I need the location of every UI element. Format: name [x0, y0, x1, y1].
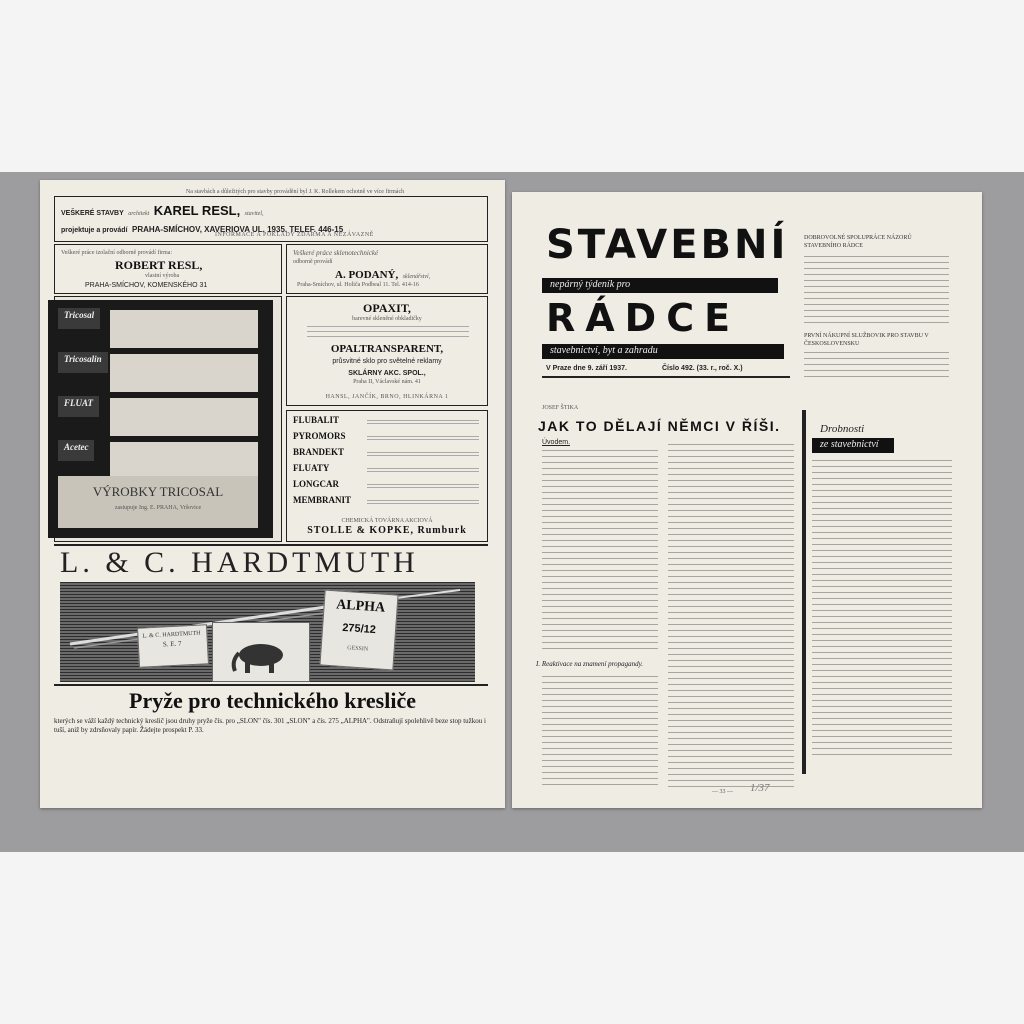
opaxit-footer: HANSL, JANČÍK, BRNO, HLINKÁRNA 1: [325, 394, 449, 400]
drobnosti-title: Drobnosti: [820, 423, 865, 435]
issue-date: V Praze dne 9. září 1937.: [546, 365, 627, 372]
page-number: — 33 —: [712, 789, 733, 795]
handwritten-note: 1/37: [750, 782, 770, 794]
header-note: Na stavbách a důležitých pro stavby provádění byl J. K. Rollekem ochotně ve více firmách: [185, 189, 405, 195]
opaxit-title: OPAXIT,: [363, 301, 411, 315]
slogan-headline: Pryže pro technického kresliče: [129, 688, 416, 713]
robert-address: PRAHA-SMÍCHOV, KOMENSKÉHO 31: [85, 282, 208, 289]
resl-address: PRAHA-SMÍCHOV, XAVERIOVA UL. 1935. TELEF. 446-15: [131, 225, 344, 234]
tricosalin-text-panel: [110, 354, 258, 392]
eraser-alpha-foot: GESSIN: [346, 645, 369, 653]
article-headline: JAK TO DĚLAJÍ NĚMCI V ŘÍŠI.: [538, 418, 781, 434]
opaltransparent-title: OPALTRANSPARENT,: [330, 343, 444, 355]
stolle-item: BRANDEKT: [293, 447, 345, 457]
stolle-item-description: [367, 498, 479, 504]
issue-number: Číslo 492. (33. r., roč. X.): [662, 365, 743, 372]
stolle-item: FLUATY: [293, 463, 330, 473]
masthead-title-1: STAVEBNÍ: [546, 222, 789, 268]
slogan-subtext: kterých se váží každý technický kreslič jsou druhy pryže čís. pro „SLON" čís. 301 „SLON" a čís. 275 „ALPHA". Odstraňují spolehlivě beze stop tužkou i tuší, aniž by zdrsňovaly papír. Žádejte prospekt P. 33.: [54, 717, 486, 734]
sklarny-address: Praha II, Václavské nám. 41: [353, 379, 421, 385]
stolle-item-description: [367, 466, 479, 472]
eraser-slon: [137, 624, 209, 668]
opaxit-ad: [286, 296, 488, 406]
divider: [54, 684, 488, 686]
resl-suffix: stavitel,: [244, 211, 264, 217]
eraser-slon-label: L. & C. HARDTMUTH: [142, 630, 201, 640]
tricosal-label: Tricosal: [58, 308, 100, 329]
stolle-item-description: [367, 418, 479, 424]
hardtmuth-brand: L. & C. HARDTMUTH: [60, 546, 419, 579]
opaltransparent-subtitle: průsvitné sklo pro světelné reklamy: [332, 358, 442, 365]
tricosal-text-panel: [110, 310, 258, 348]
eraser-alpha-sub: 275/12: [341, 621, 377, 637]
side-mid-header: PRVNÍ NÁKUPNÍ SLUŽBOVIK PRO STAVBU V ČESKOSLOVENSKU: [804, 333, 929, 347]
eraser-alpha: [319, 590, 398, 671]
tricosalin-label: Tricosalin: [58, 352, 108, 373]
stolle-item: LONGCAR: [293, 479, 340, 489]
podany-line2: odborně provádí: [293, 259, 333, 265]
robert-name: ROBERT RESL,: [115, 258, 203, 272]
drobnosti-band: ze stavebnictví: [812, 438, 894, 453]
opaxit-body-text: [307, 324, 469, 340]
masthead-title-2: RÁDCE: [546, 296, 741, 340]
opaxit-subtitle: barevné skleněné obkladičky: [352, 316, 422, 322]
karel-resl-ad: [54, 196, 488, 242]
sklarny-company: SKLÁRNY AKC. SPOL.,: [348, 370, 426, 377]
fluat-text-panel: [110, 398, 258, 436]
stolle-item: FLUBALIT: [293, 415, 340, 425]
masthead-rule: [542, 376, 790, 378]
article-author: JOSEF ŠTIKA: [542, 405, 579, 411]
article-column-1b: [542, 674, 658, 790]
eraser-slon-sub: S. E. 7: [162, 639, 182, 649]
robert-line1: Veškeré práce izolační odborně provádí firma:: [61, 250, 173, 256]
stolle-kopke-ad: [286, 410, 488, 542]
stolle-item: MEMBRANIT: [293, 495, 351, 505]
eraser-alpha-label: ALPHA: [335, 597, 386, 616]
podany-name: A. PODANÝ,: [335, 269, 399, 281]
side-header: DOBROVOLNÉ SPOLUPRÁCE NÁZORŮ STAVEBNÍHO RÁDCE: [804, 235, 912, 249]
masthead-band-1: nepárný týdeník pro: [542, 278, 778, 293]
drobnosti-text: [812, 458, 952, 758]
elephant-icon: [213, 623, 309, 681]
tricosal-bottom-title: VÝROBKY TRICOSAL: [92, 484, 224, 499]
resl-prefix: VEŠKERÉ STAVBY: [61, 210, 124, 217]
column-rule-thick: [802, 410, 806, 774]
resl-small: architekt: [128, 211, 150, 217]
eraser-elephant: [212, 622, 310, 682]
acetec-label: Acetec: [58, 440, 94, 461]
article-column-2: [668, 442, 794, 792]
masthead-band-2: stavebnictví, byt a zahradu: [542, 344, 784, 359]
resl-line3: INFORMACE A POKLADY ZDARMA A NEZÁVAZNĚ: [215, 232, 374, 238]
podany-line2b: sklenářství,: [402, 274, 431, 280]
robert-resl-ad: [54, 244, 282, 294]
podany-line1: Veškeré práce sklenotechnické: [293, 249, 379, 257]
tricosal-bottom-sub: zastupuje Ing. E. PRAHA, Vršovice: [114, 505, 202, 511]
side-column-text: [804, 254, 949, 326]
podany-address: Praha-Smíchov, ul. Holiča Podbeal 11. Tel. 414-16: [297, 282, 419, 288]
section-label: I. Reaktivace na znamení propagandy.: [536, 660, 644, 668]
podany-ad: [286, 244, 488, 294]
stolle-company: STOLLE & KOPKE, Rumburk: [307, 525, 467, 536]
tricosal-illustration: [48, 300, 273, 538]
fluat-label: FLUAT: [58, 396, 99, 417]
hardtmuth-illustration: [60, 582, 475, 682]
stolle-item-description: [367, 482, 479, 488]
tricosal-bottom-panel: [58, 476, 258, 528]
stolle-item-description: [367, 434, 479, 440]
stolle-item: PYROMORS: [293, 431, 346, 441]
article-column-1: [542, 448, 658, 653]
acetec-text-panel: [110, 442, 258, 480]
intro-label: Úvodem.: [542, 439, 571, 446]
resl-line2: projektuje a provádí: [61, 227, 128, 234]
side-column-text-2: [804, 350, 949, 380]
stolle-item-description: [367, 450, 479, 456]
stolle-company-line: CHEMICKÁ TOVÁRNA AKCIOVÁ: [341, 518, 433, 524]
right-page: [512, 192, 982, 808]
robert-line2: vlastní výroba: [145, 273, 180, 279]
resl-name: KAREL RESL,: [153, 203, 241, 218]
